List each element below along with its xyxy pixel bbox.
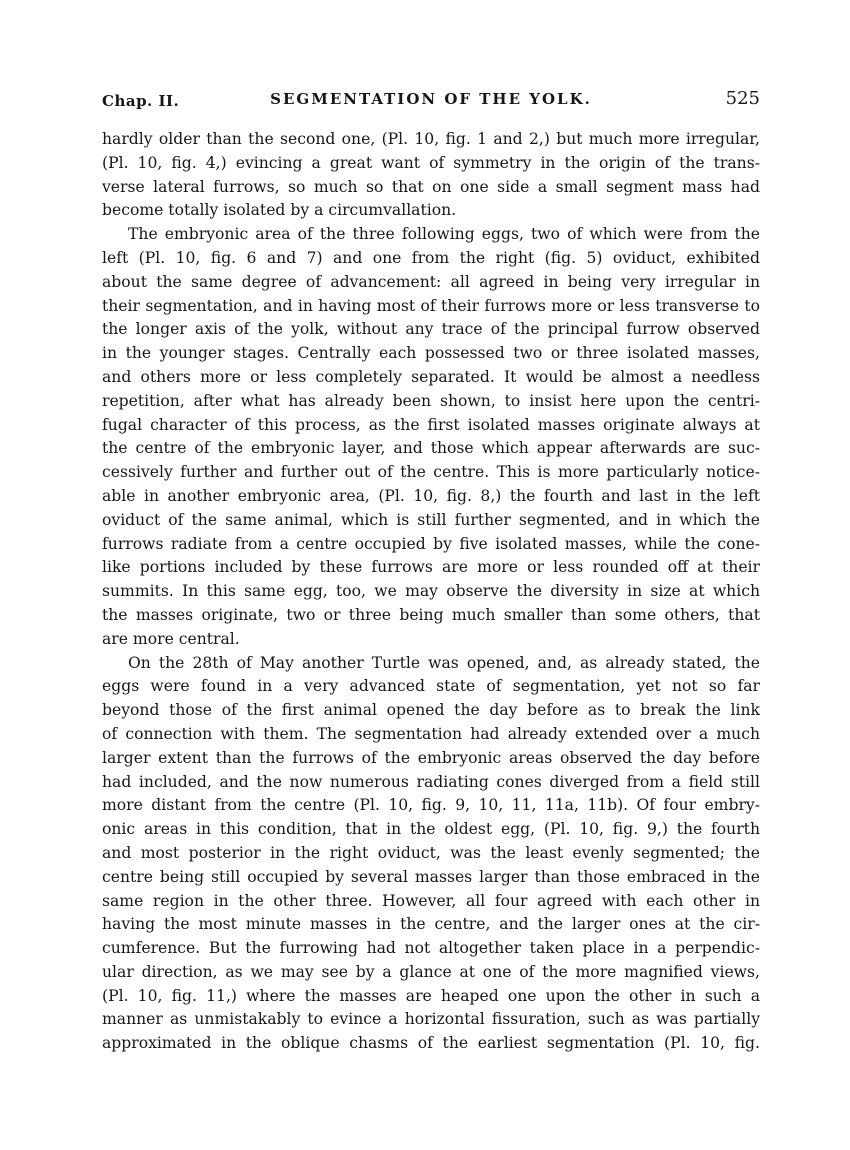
text-line: ular direction, as we may see by a glance at one of the more magnified views, [102, 962, 760, 981]
text-line: having the most minute masses in the centre, and the larger ones at the cir- [102, 915, 760, 934]
text-line: approximated in the oblique chasms of the earliest segmentation (Pl. 10, fig. [102, 1034, 760, 1053]
text-line: repetition, after what has already been shown, to insist here upon the centri- [102, 391, 760, 410]
text-line: the centre of the embryonic layer, and those which appear afterwards are suc- [102, 439, 760, 458]
text-line: (Pl. 10, fig. 4,) evincing a great want of symmetry in the origin of the trans- [102, 153, 760, 172]
text-line: onic areas in this condition, that in the oldest egg, (Pl. 10, fig. 9,) the fourth [102, 820, 760, 839]
text-line: furrows radiate from a centre occupied by five isolated masses, while the cone- [102, 534, 760, 553]
text-line: more distant from the centre (Pl. 10, fig. 9, 10, 11, 11a, 11b). Of four embry- [102, 796, 760, 815]
text-line: are more central. [102, 629, 240, 648]
text-line: their segmentation, and in having most of their furrows more or less transverse to [102, 296, 760, 315]
text-line: left (Pl. 10, fig. 6 and 7) and one from the right (fig. 5) oviduct, exhibited [102, 248, 760, 267]
text-line: centre being still occupied by several masses larger than those embraced in the [102, 867, 760, 886]
running-title: SEGMENTATION OF THE YOLK. [270, 90, 592, 108]
text-line: in the younger stages. Centrally each possessed two or three isolated masses, [102, 344, 760, 363]
text-line: eggs were found in a very advanced state of segmentation, yet not so far [102, 677, 760, 696]
text-line: become totally isolated by a circumvallation. [102, 201, 457, 220]
text-line: The embryonic area of the three following eggs, two of which were from the [128, 225, 760, 244]
text-line: summits. In this same egg, too, we may observe the diversity in size at which [102, 582, 760, 601]
page-number: 525 [725, 88, 760, 109]
text-line: had included, and the now numerous radiating cones diverged from a field still [102, 772, 760, 791]
text-line: and most posterior in the right oviduct, was the least evenly segmented; the [102, 843, 760, 862]
text-line: the longer axis of the yolk, without any trace of the principal furrow observed [102, 320, 760, 339]
text-line: about the same degree of advancement: all agreed in being very irregular in [102, 272, 760, 291]
text-line: verse lateral furrows, so much so that on one side a small segment mass had [102, 177, 760, 196]
text-line: fugal character of this process, as the first isolated masses originate always at [102, 415, 760, 434]
running-header [102, 88, 760, 114]
body-text [102, 128, 760, 1056]
text-line: (Pl. 10, fig. 11,) where the masses are heaped one upon the other in such a [102, 986, 760, 1005]
text-line: beyond those of the first animal opened the day before as to break the link [102, 701, 760, 720]
text-line: manner as unmistakably to evince a horizontal fissuration, such as was partially [102, 1010, 760, 1029]
text-line: the masses originate, two or three being much smaller than some others, that [102, 605, 760, 624]
text-line: larger extent than the furrows of the embryonic areas observed the day before [102, 748, 760, 767]
text-line: cessively further and further out of the centre. This is more particularly notice- [102, 463, 760, 482]
text-line: On the 28th of May another Turtle was opened, and, as already stated, the [128, 653, 760, 672]
text-line: hardly older than the second one, (Pl. 10, fig. 1 and 2,) but much more irregular, [102, 130, 760, 148]
text-line: like portions included by these furrows are more or less rounded off at their [102, 558, 760, 577]
text-line: of connection with them. The segmentation had already extended over a much [102, 724, 760, 743]
text-line: cumference. But the furrowing had not altogether taken place in a perpendic- [102, 939, 760, 958]
text-line: and others more or less completely separated. It would be almost a needless [102, 367, 760, 386]
text-line: able in another embryonic area, (Pl. 10, fig. 8,) the fourth and last in the left [102, 486, 760, 505]
text-line: same region in the other three. However, all four agreed with each other in [102, 891, 760, 910]
text-line: oviduct of the same animal, which is still further segmented, and in which the [102, 510, 760, 529]
chapter-label: Chap. II. [102, 92, 180, 110]
